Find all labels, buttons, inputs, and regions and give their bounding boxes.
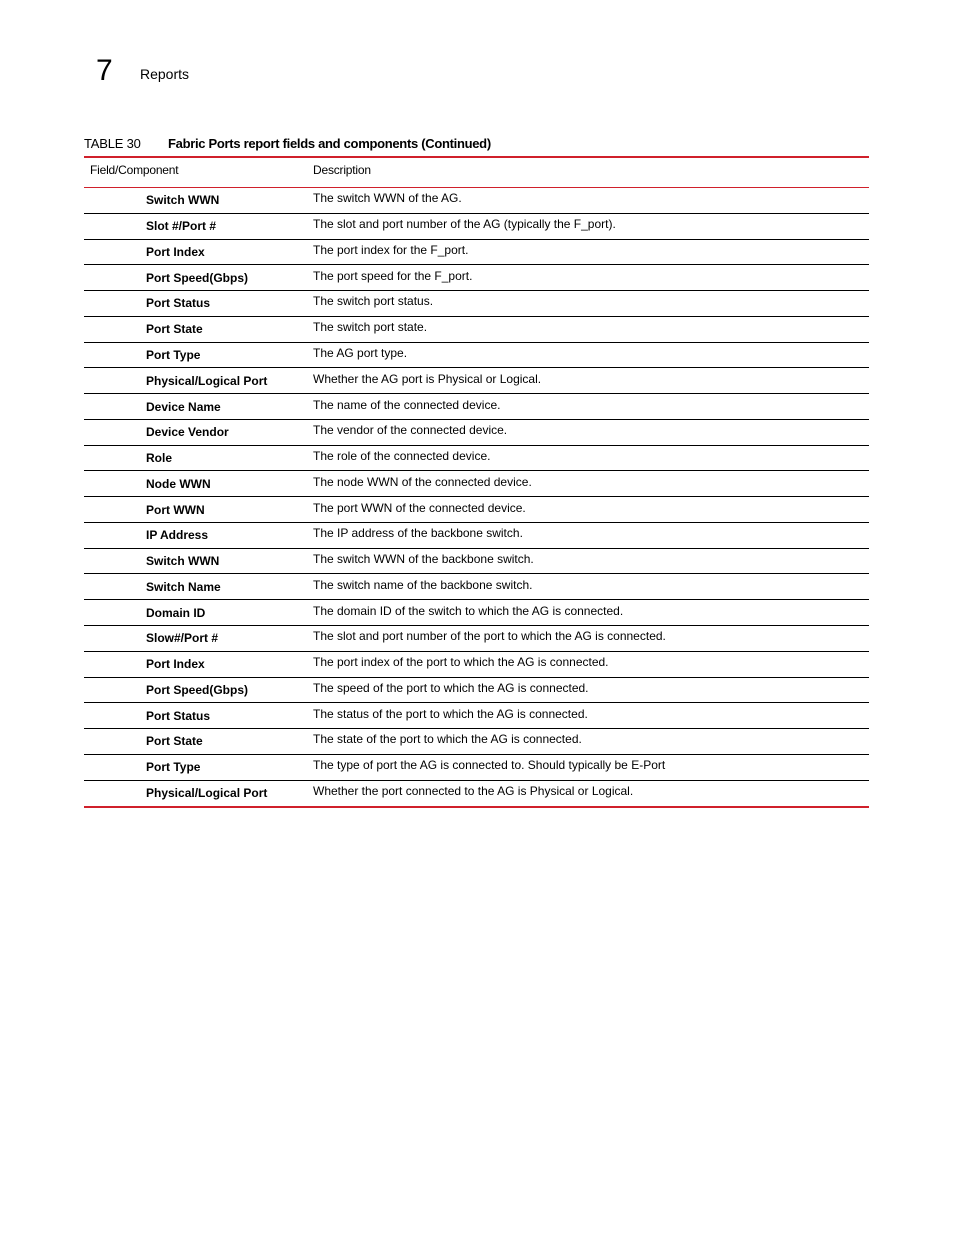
field-cell: Node WWN bbox=[146, 476, 211, 491]
field-cell: Port Type bbox=[146, 760, 201, 775]
description-cell: The domain ID of the switch to which the AG is connected. bbox=[313, 603, 624, 618]
chapter-number: 7 bbox=[96, 54, 113, 87]
description-cell: The port index of the port to which the AG is connected. bbox=[313, 655, 609, 670]
field-cell: Device Vendor bbox=[146, 425, 229, 440]
table-body bbox=[84, 188, 869, 806]
field-cell: Physical/Logical Port bbox=[146, 373, 268, 388]
field-cell: Physical/Logical Port bbox=[146, 786, 268, 801]
table-row bbox=[84, 729, 869, 755]
field-cell: Slow#/Port # bbox=[146, 631, 219, 646]
table-row bbox=[84, 214, 869, 240]
fabric-ports-table bbox=[84, 156, 869, 808]
description-cell: The switch port status. bbox=[313, 294, 434, 309]
table-row bbox=[84, 471, 869, 497]
table-row bbox=[84, 600, 869, 626]
table-row bbox=[84, 549, 869, 575]
table-row bbox=[84, 781, 869, 807]
description-cell: The AG port type. bbox=[313, 345, 408, 360]
field-cell: Port WWN bbox=[146, 502, 205, 517]
field-cell: Port Index bbox=[146, 244, 205, 259]
description-cell: The switch name of the backbone switch. bbox=[313, 577, 533, 592]
column-header-field: Field/Component bbox=[90, 163, 179, 177]
table-label: TABLE 30 bbox=[84, 136, 141, 151]
table-title: Fabric Ports report fields and components (Continued) bbox=[168, 136, 491, 151]
field-cell: Device Name bbox=[146, 399, 221, 414]
description-cell: The state of the port to which the AG is connected. bbox=[313, 732, 582, 747]
table-row bbox=[84, 188, 869, 214]
table-row bbox=[84, 523, 869, 549]
field-cell: Port Type bbox=[146, 347, 201, 362]
description-cell: The status of the port to which the AG is connected. bbox=[313, 706, 588, 721]
field-cell: Port Status bbox=[146, 296, 211, 311]
description-cell: The switch WWN of the backbone switch. bbox=[313, 552, 534, 567]
table-row bbox=[84, 420, 869, 446]
table-row bbox=[84, 446, 869, 472]
description-cell: Whether the port connected to the AG is Physical or Logical. bbox=[313, 784, 634, 799]
table-row bbox=[84, 240, 869, 266]
table-row bbox=[84, 626, 869, 652]
table-row bbox=[84, 317, 869, 343]
description-cell: The port WWN of the connected device. bbox=[313, 500, 526, 515]
table-row bbox=[84, 368, 869, 394]
field-cell: Port Speed(Gbps) bbox=[146, 682, 249, 697]
table-row bbox=[84, 291, 869, 317]
description-cell: The speed of the port to which the AG is connected. bbox=[313, 680, 589, 695]
description-cell: The role of the connected device. bbox=[313, 449, 491, 464]
table-row bbox=[84, 265, 869, 291]
table-caption bbox=[84, 135, 868, 153]
field-cell: Slot #/Port # bbox=[146, 219, 217, 234]
description-cell: The vendor of the connected device. bbox=[313, 423, 508, 438]
table-row bbox=[84, 755, 869, 781]
description-cell: Whether the AG port is Physical or Logical. bbox=[313, 371, 542, 386]
column-header-description: Description bbox=[313, 163, 371, 177]
description-cell: The name of the connected device. bbox=[313, 397, 501, 412]
description-cell: The slot and port number of the AG (typically the F_port). bbox=[313, 217, 616, 232]
table-row bbox=[84, 652, 869, 678]
field-cell: Role bbox=[146, 451, 173, 466]
field-cell: Switch WWN bbox=[146, 193, 220, 208]
description-cell: The slot and port number of the port to which the AG is connected. bbox=[313, 629, 666, 644]
field-cell: Switch Name bbox=[146, 579, 221, 594]
description-cell: The port index for the F_port. bbox=[313, 242, 469, 257]
table-row bbox=[84, 703, 869, 729]
description-cell: The switch WWN of the AG. bbox=[313, 191, 462, 206]
description-cell: The port speed for the F_port. bbox=[313, 268, 473, 283]
table-row bbox=[84, 574, 869, 600]
description-cell: The node WWN of the connected device. bbox=[313, 474, 532, 489]
field-cell: Port Status bbox=[146, 708, 211, 723]
description-cell: The switch port state. bbox=[313, 320, 428, 335]
table-row bbox=[84, 678, 869, 704]
table-header-row bbox=[84, 158, 869, 188]
table-row bbox=[84, 343, 869, 369]
field-cell: Port Index bbox=[146, 657, 205, 672]
field-cell: IP Address bbox=[146, 528, 209, 543]
table-row bbox=[84, 497, 869, 523]
field-cell: Port State bbox=[146, 734, 203, 749]
description-cell: The type of port the AG is connected to. Should typically be E-Port bbox=[313, 758, 666, 773]
description-cell: The IP address of the backbone switch. bbox=[313, 526, 523, 541]
field-cell: Port Speed(Gbps) bbox=[146, 270, 249, 285]
table-row bbox=[84, 394, 869, 420]
field-cell: Switch WWN bbox=[146, 554, 220, 569]
field-cell: Port State bbox=[146, 322, 203, 337]
field-cell: Domain ID bbox=[146, 605, 206, 620]
chapter-title: Reports bbox=[140, 66, 190, 82]
